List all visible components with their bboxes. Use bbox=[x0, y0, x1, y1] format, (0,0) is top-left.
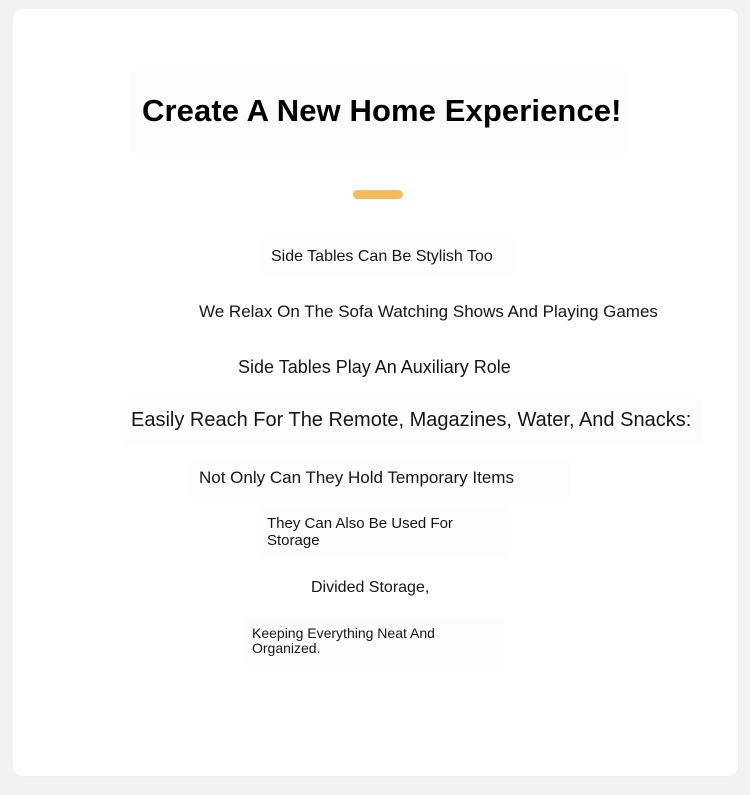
accent-divider bbox=[353, 190, 403, 199]
text-line: Side Tables Play An Auxiliary Role bbox=[238, 357, 511, 377]
page-title: Create A New Home Experience! bbox=[142, 93, 622, 128]
text-line: They Can Also Be Used For Storage bbox=[267, 515, 453, 549]
text-line: Not Only Can They Hold Temporary Items bbox=[199, 468, 514, 487]
content-card bbox=[13, 9, 738, 776]
text-line: Side Tables Can Be Stylish Too bbox=[271, 248, 493, 265]
text-line: Keeping Everything Neat And Organized. bbox=[252, 625, 435, 656]
text-line: Divided Storage, bbox=[311, 579, 430, 596]
text-line: We Relax On The Sofa Watching Shows And Playing Games bbox=[199, 302, 658, 321]
text-line: Easily Reach For The Remote, Magazines, Water, And Snacks: bbox=[131, 409, 692, 431]
